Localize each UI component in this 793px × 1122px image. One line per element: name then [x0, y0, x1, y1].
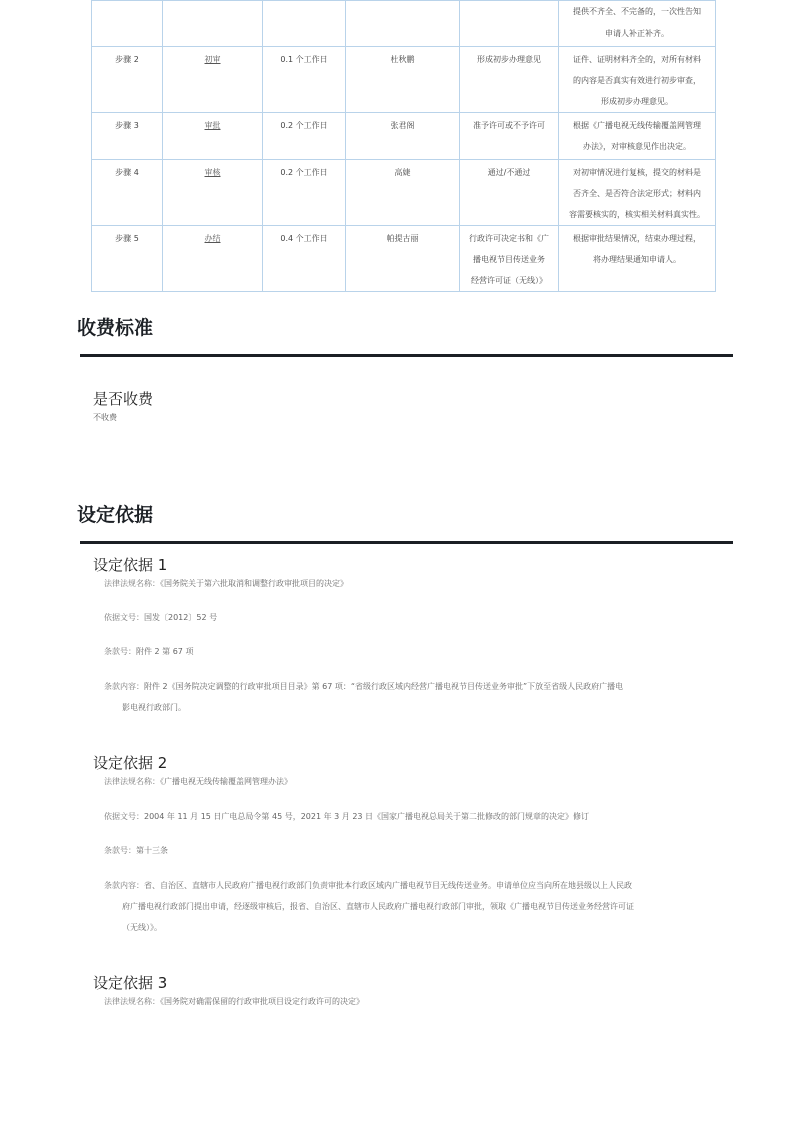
step-cell: 步骤 3 — [92, 113, 163, 160]
desc-cell — [559, 47, 716, 113]
content-label: 条款内容： — [104, 881, 144, 890]
basis-2-content — [104, 875, 704, 938]
content-line: 条款内容：附件 2《国务院决定调整的行政审批项目目录》第 67 项：“省级行政区域内经营广播电视节目传送业务审批”下放至省级人民政府广播电 — [104, 682, 624, 691]
doc-value: 2004 年 11 月 15 日广电总局令第 45 号，2021 年 3 月 23 日《国家广播电视总局关于第二批修改的部门规章的决定》修订 — [144, 812, 590, 821]
table-row — [92, 113, 716, 160]
clause-value: 附件 2 第 67 项 — [136, 647, 194, 656]
basis-section-divider — [80, 541, 733, 544]
link-cell — [163, 160, 263, 226]
process-steps-table — [91, 0, 716, 292]
basis-1-title: 设定依据 1 — [93, 556, 168, 574]
result-cell — [460, 226, 559, 292]
basis-2-law — [104, 771, 704, 792]
desc-line: 对初审情况进行复核，提交的材料是 — [573, 168, 701, 177]
desc-line: 容需要核实的，核实相关材料真实性。 — [569, 210, 705, 219]
result-line: 行政许可决定书和《广 — [469, 234, 549, 243]
content-line: 条款内容：省、自治区、直辖市人民政府广播电视行政部门负责审批本行政区域内广播电视节目无线传送业务。申请单位应当向所在地县级以上人民政 — [104, 881, 632, 890]
desc-line: 根据《广播电视无线传输覆盖网管理 — [573, 121, 701, 130]
time-cell: 0.2 个工作日 — [263, 113, 346, 160]
desc-line: 证件、证明材料齐全的，对所有材料 — [573, 55, 701, 64]
basis-2-clause — [104, 840, 704, 861]
clause-value: 第十三条 — [136, 846, 168, 855]
person-cell: 张君阁 — [346, 113, 460, 160]
result-line: 经营许可证（无线）》 — [471, 276, 547, 285]
person-cell: 高婕 — [346, 160, 460, 226]
desc-line: 申请人补正补齐。 — [605, 29, 669, 38]
step-cell: 步骤 2 — [92, 47, 163, 113]
basis-1-clause — [104, 641, 704, 662]
content-line: 府广播电视行政部门提出申请，经逐级审核后，报省、自治区、直辖市人民政府广播电视行政部门审批，领取《广播电视节目传送业务经营许可证 — [122, 902, 634, 911]
fee-subtitle: 是否收费 — [93, 390, 154, 408]
law-value: 《广播电视无线传输覆盖网管理办法》 — [160, 777, 292, 786]
desc-line: 根据审批结果情况，结束办理过程， — [573, 234, 701, 243]
link-cell — [163, 113, 263, 160]
basis-1-content — [104, 676, 704, 718]
basis-2-title: 设定依据 2 — [93, 754, 168, 772]
desc-line: 的内容是否真实有效进行初步审查， — [573, 76, 701, 85]
step-link-complete[interactable]: 办结 — [204, 234, 221, 243]
time-cell: 0.4 个工作日 — [263, 226, 346, 292]
step-link-review[interactable]: 审核 — [204, 168, 221, 177]
law-value: 《国务院对确需保留的行政审批项目设定行政许可的决定》 — [160, 997, 364, 1006]
link-cell — [163, 47, 263, 113]
desc-line: 形成初步办理意见。 — [601, 97, 673, 106]
clause-label: 条款号： — [104, 647, 136, 656]
basis-1-law — [104, 573, 704, 594]
desc-line: 将办理结果通知申请人。 — [593, 255, 681, 264]
result-cell — [460, 1, 559, 47]
desc-line: 办法》，对审核意见作出决定。 — [583, 142, 691, 151]
content-label: 条款内容： — [104, 682, 144, 691]
person-cell: 帕提古丽 — [346, 226, 460, 292]
law-label: 法律法规名称： — [104, 777, 160, 786]
result-line: 播电视节目传送业务 — [473, 255, 545, 264]
doc-label: 依据文号： — [104, 812, 144, 821]
step-cell — [92, 1, 163, 47]
person-cell: 杜秋鹏 — [346, 47, 460, 113]
fee-value: 不收费 — [93, 413, 117, 422]
desc-cell — [559, 160, 716, 226]
fee-section-title: 收费标准 — [77, 317, 154, 339]
basis-3-law — [104, 991, 704, 1012]
step-cell: 步骤 5 — [92, 226, 163, 292]
link-cell — [163, 226, 263, 292]
result-cell: 准予许可或不予许可 — [460, 113, 559, 160]
doc-value: 国发〔2012〕52 号 — [144, 613, 218, 622]
content-line: （无线）》。 — [122, 923, 162, 932]
desc-line: 提供不齐全、不完备的，一次性告知 — [573, 7, 701, 16]
fee-section-divider — [80, 354, 733, 357]
step-link-approval[interactable]: 审批 — [204, 121, 221, 130]
basis-section-title: 设定依据 — [77, 504, 154, 526]
clause-label: 条款号： — [104, 846, 136, 855]
time-cell: 0.1 个工作日 — [263, 47, 346, 113]
law-label: 法律法规名称： — [104, 997, 160, 1006]
time-cell — [263, 1, 346, 47]
desc-line: 否齐全、是否符合法定形式；材料内 — [573, 189, 701, 198]
result-cell: 形成初步办理意见 — [460, 47, 559, 113]
table-row — [92, 1, 716, 47]
desc-cell — [559, 226, 716, 292]
basis-1-doc — [104, 607, 704, 628]
desc-cell — [559, 113, 716, 160]
doc-label: 依据文号： — [104, 613, 144, 622]
table-row — [92, 226, 716, 292]
person-cell — [346, 1, 460, 47]
content-line: 影电视行政部门。 — [122, 703, 186, 712]
step-link-first-review[interactable]: 初审 — [204, 55, 221, 64]
result-cell: 通过/不通过 — [460, 160, 559, 226]
link-cell — [163, 1, 263, 47]
law-value: 《国务院关于第六批取消和调整行政审批项目的决定》 — [160, 579, 348, 588]
law-label: 法律法规名称： — [104, 579, 160, 588]
step-cell: 步骤 4 — [92, 160, 163, 226]
time-cell: 0.2 个工作日 — [263, 160, 346, 226]
table-row — [92, 47, 716, 113]
table-row — [92, 160, 716, 226]
desc-cell — [559, 1, 716, 47]
basis-2-doc — [104, 806, 704, 827]
basis-3-title: 设定依据 3 — [93, 974, 168, 992]
